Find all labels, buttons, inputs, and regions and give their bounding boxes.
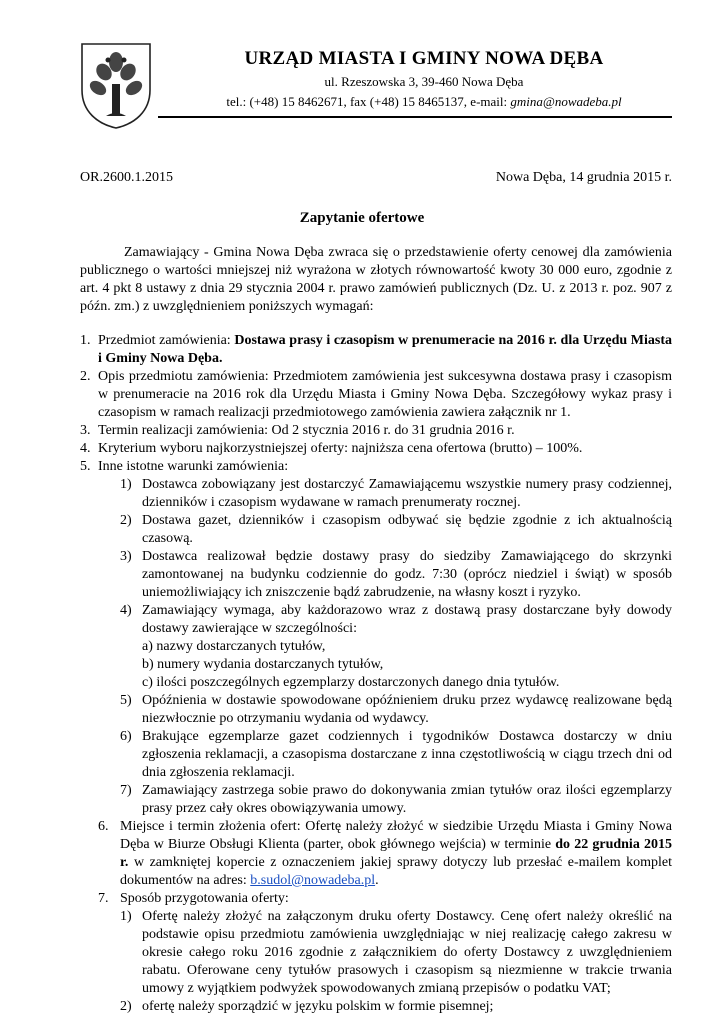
list-item: 2) Dostawa gazet, dzienników i czasopism odbywać się będzie zgodnie z ich aktualnością czasową. [120,513,672,546]
list-item: 1) Dostawca zobowiązany jest dostarczyć Zamawiającemu wszystkie numery prasy codziennej, dzienników i czasopism wydawane w ramach prenumeraty rocznej. [120,477,672,510]
list-item: 3) Dostawca realizował będzie dostawy prasy do siedziby Zamawiającego do skrzynki zamontowanej na budynku codziennie do godz. 7:30 (oprócz niedziel i świąt) w sposób uniemożliwiający ich zniszczenie bądź zabrudzenie, na własny koszt i ryzyko. [120,549,672,600]
intro-paragraph: Zamawiający - Gmina Nowa Dęba zwraca się o przedstawienie oferty cenowej dla zamówienia publicznego o wartości mniejszej niż wyrażona w złotych równowartość kwoty 30 000 euro, zgodnie z art. 4 pkt 8 ustawy z dnia 29 stycznia 2004 r. prawo zamówień publicznych (Dz. U. z 2013 r. poz. 907 z późn. zm.) z uwzględnieniem poniższych wymagań: [80,245,672,314]
list-item: 4) Zamawiający wymaga, aby każdorazowo wraz z dostawą prasy dostarczane były dowody dostawy zawierające w szczególności: a) nazwy dostarczanych tytułów, b) numery wydania dostarczanych tytułów, c) ilości poszczególnych egzemplarzy dostarczonych danego dnia tytułów. [120,603,672,690]
office-name: URZĄD MIASTA I GMINY NOWA DĘBA [244,48,604,69]
list-item: 5) Opóźnienia w dostawie spowodowane opóźnieniem druku przez wydawcę realizowane będą niezwłocznie po otrzymaniu wydania od wydawcy. [120,693,672,726]
oak-tree-crest-icon [78,40,154,130]
contact-email-link[interactable]: b.sudol@nowadeba.pl [250,873,376,888]
sub-point-b: b) numery wydania dostarczanych tytułów, [142,657,384,672]
reference-number: OR.2600.1.2015 [80,170,173,185]
list-item: 1. Przedmiot zamówienia: Dostawa prasy i czasopism w prenumeracie na 2016 r. dla Urzędu Miasta i Gminy Nowa Dęba. [80,333,673,366]
subject-of-order: Dostawa prasy i czasopism w prenumeracie na 2016 r. dla Urzędu Miasta i Gminy Nowa Dęba. [98,333,673,366]
office-email[interactable]: gmina@nowadeba.pl [510,94,622,109]
main-list [80,332,672,476]
header-divider [158,116,672,118]
list-item: 3. Termin realizacji zamówienia: Od 2 stycznia 2016 r. do 31 grudnia 2016 r. [80,423,515,438]
list-item: 4. Kryterium wyboru najkorzystniejszej oferty: najniższa cena ofertowa (brutto) – 100%. [80,441,583,456]
list-item: 6) Brakujące egzemplarze gazet codziennych i tygodników Dostawca dostarczy w dniu zgłoszenia reklamacji, a czasopisma dostarczane z inna częstotliwością w ciągu trzech dni od dnia zgłoszenia reklamacji. [120,729,672,780]
list-item: 6. Miejsce i termin złożenia ofert: Ofertę należy złożyć w siedzibie Urzędu Miasta i Gminy Nowa Dęba w Biurze Obsługi Klienta (parter, obok głównego wejścia) w terminie do 22 grudnia 2015 r. w zamkniętej kopercie z oznaczeniem jakiej sprawy dotyczy lub przesłać e-mailem komplet dokumentów na adres: b.sudol@nowadeba.pl. [98,819,672,888]
list-item: 1) Ofertę należy złożyć na załączonym druku oferty Dostawcy. Cenę ofert należy określić na podstawie opisu przedmiotu zamówienia uwzględniając w niej realizację całego zakresu w okresie całego roku 2016 zgodnie z załącznikiem do oferty Dostawcy z uwzględnieniem rabatu. Oferowane ceny tytułów prasowych i czasopism są niezmienne w trakcie trwania umowy z wyjątkiem podwyżek spowodowanych zmianą przepisów o podatku VAT; [120,909,672,996]
list-item: 2) ofertę należy sporządzić w języku polskim w formie pisemnej; [120,999,494,1014]
deadline: do 22 grudnia 2015 r. [120,837,672,870]
conditions-list [80,476,672,818]
document-title: Zapytanie ofertowe [299,210,425,226]
contact-numbers: tel.: (+48) 15 8462671, fax (+48) 15 8465137, e-mail: [226,94,511,109]
sub-point-c: c) ilości poszczególnych egzemplarzy dostarczonych danego dnia tytułów. [142,675,560,690]
list-item: 5. Inne istotne warunki zamówienia: [80,459,289,474]
place-date: Nowa Dęba, 14 grudnia 2015 r. [495,170,672,185]
preparation-list [80,908,672,1016]
office-contact [160,94,688,110]
office-address: ul. Rzeszowska 3, 39-460 Nowa Dęba [324,74,524,89]
list-item: 7) Zamawiający zastrzega sobie prawo do dokonywania zmian tytułów oraz ilości egzemplarzy prasy przez cały okres obowiązywania umowy. [120,783,672,816]
list-item: 2. Opis przedmiotu zamówienia: Przedmiotem zamówienia jest sukcesywna dostawa prasy i czasopism w prenumeracie na 2016 rok dla Urzędu Miasta i Gminy Nowa Dęba. Szczegółowy wykaz prasy i czasopism w ramach realizacji przedmiotowego zamówienia zawiera załącznik nr 1. [80,369,672,420]
sub-point-a: a) nazwy dostarczanych tytułów, [142,639,326,654]
document-body [80,244,672,1016]
list-item: 7. Sposób przygotowania oferty: [98,891,289,906]
main-list-cont [80,818,672,908]
